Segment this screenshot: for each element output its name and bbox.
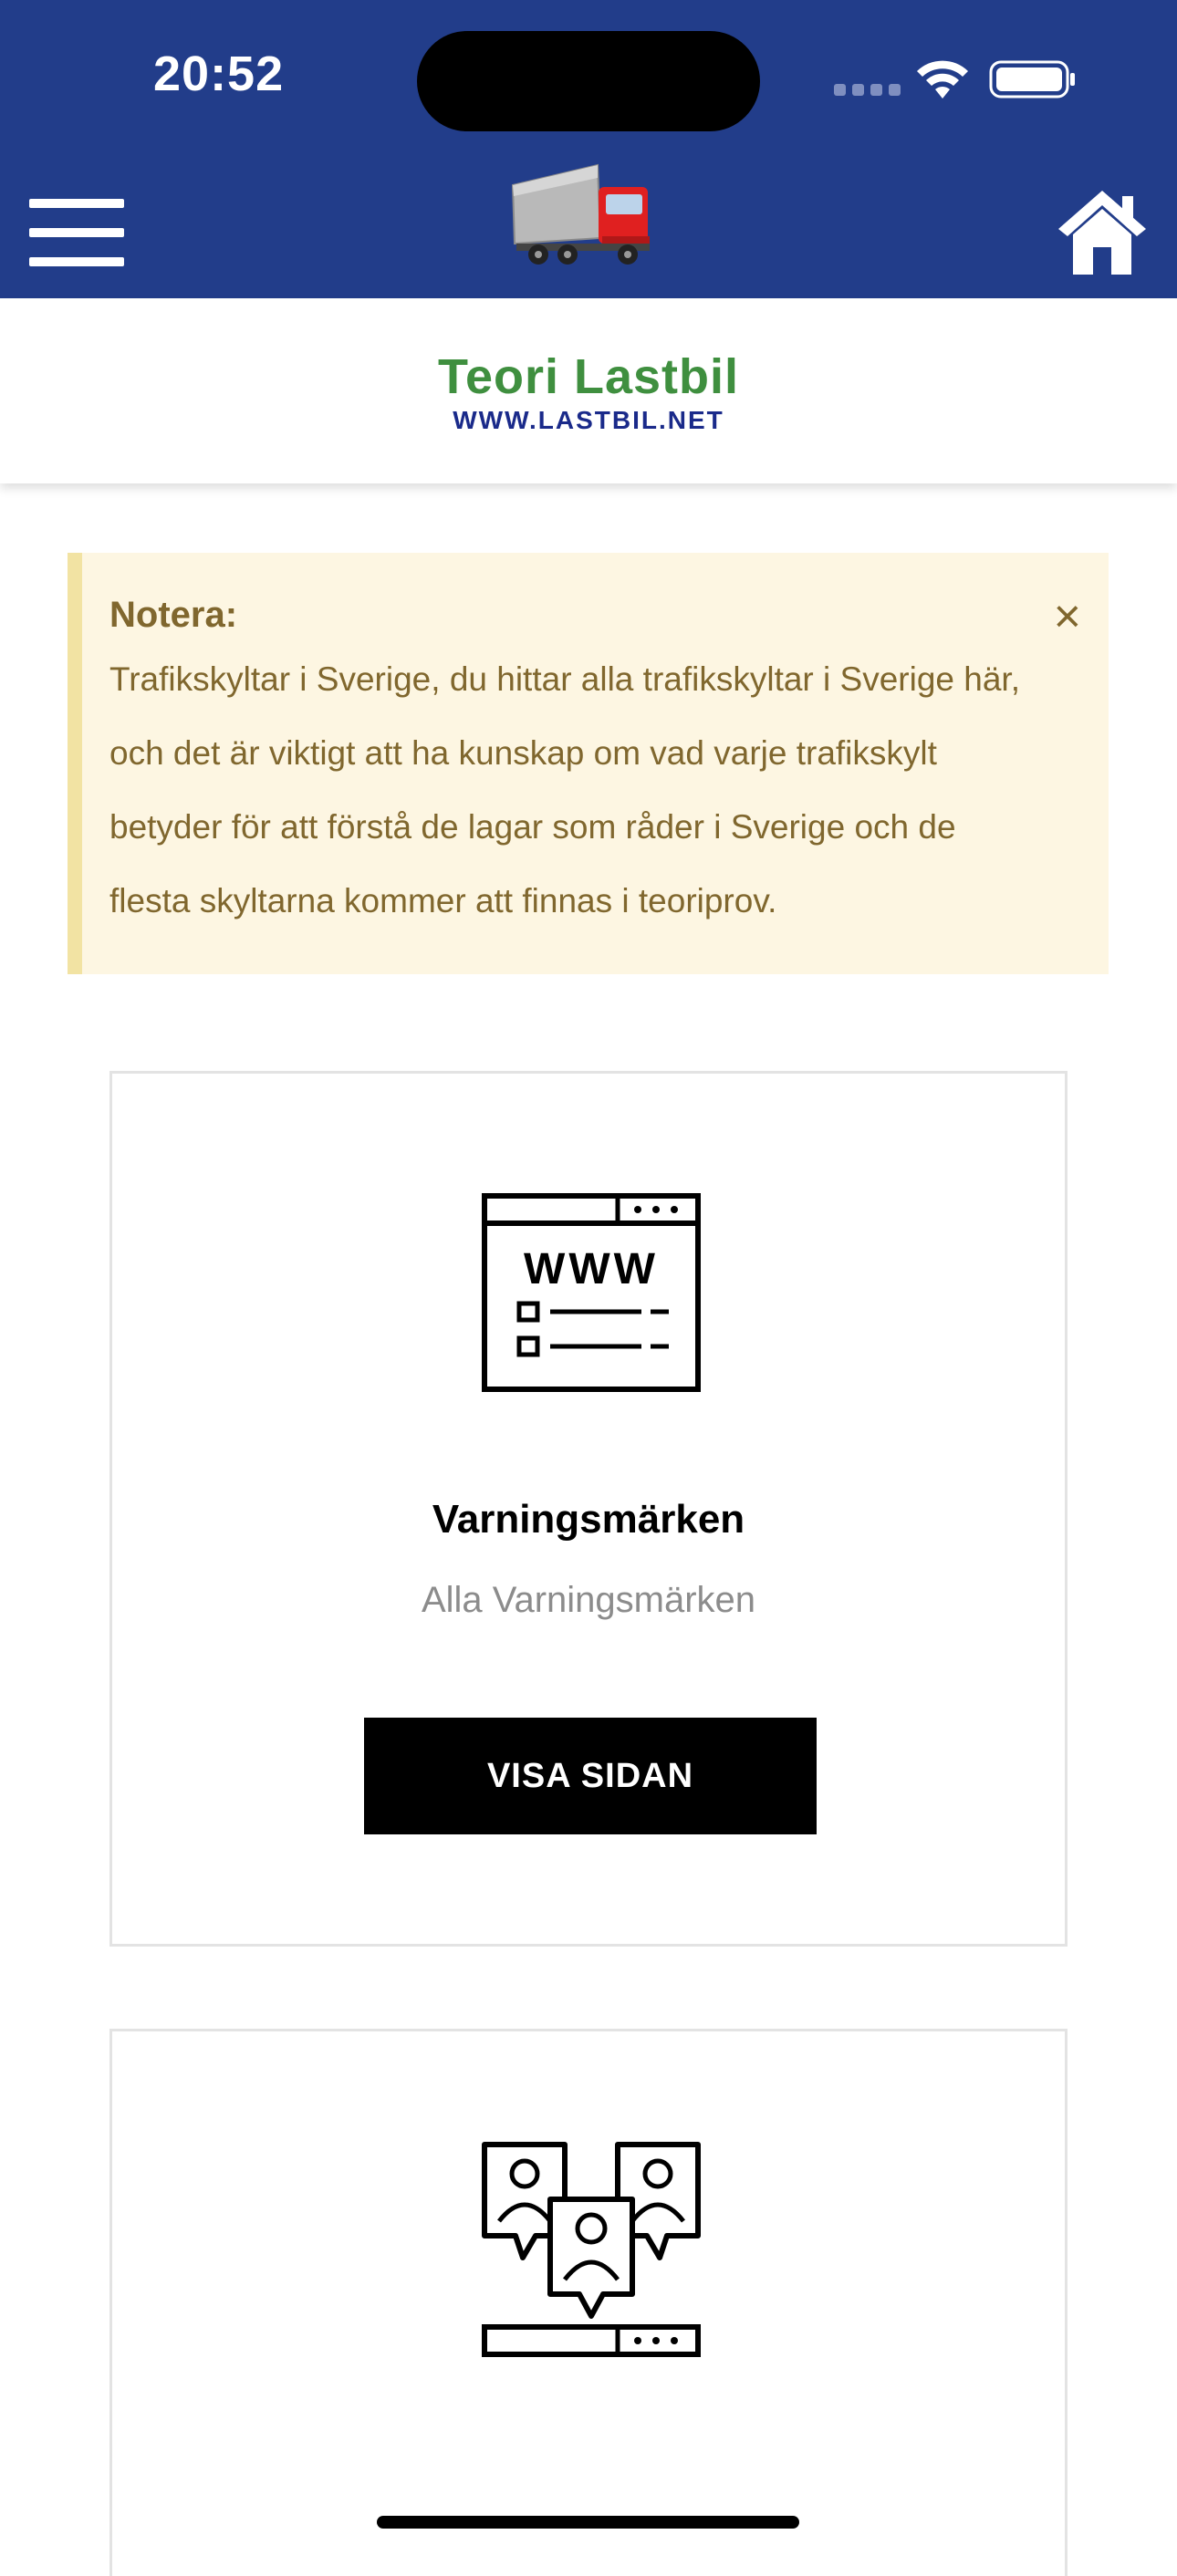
notice-text: [109, 642, 1072, 938]
truck-icon: [511, 160, 652, 267]
status-time: 20:52: [153, 47, 285, 101]
card-subtitle: Alla Varningsmärken: [421, 1580, 756, 1620]
cellular-signal-icon: [834, 84, 907, 100]
wifi-icon: [915, 57, 970, 102]
notice-line: Trafikskyltar i Sverige, du hittar alla trafikskyltar i Sverige här,: [109, 660, 1020, 698]
notice-alert: [68, 553, 1109, 974]
top-header: [0, 0, 1177, 298]
visa-sidan-button[interactable]: VISA SIDAN: [364, 1718, 817, 1834]
battery-icon: [989, 60, 1077, 99]
home-indicator: [377, 2516, 799, 2529]
category-card: [109, 2029, 1068, 2576]
web-page-icon: [481, 1192, 702, 1393]
notice-line: flesta skyltarna kommer att finnas i teoriprov.: [109, 882, 777, 919]
notice-title: Notera:: [109, 595, 238, 635]
users-network-icon: [481, 2141, 702, 2360]
svg-text:WWW: WWW: [524, 1245, 659, 1293]
category-card: [109, 1071, 1068, 1947]
notice-line: betyder för att förstå de lagar som råder i Sverige och de: [109, 808, 956, 846]
logo-url: WWW.LASTBIL.NET: [453, 406, 724, 434]
logo-title[interactable]: Teori Lastbil: [437, 349, 740, 404]
notice-line: och det är viktigt att ha kunskap om vad varje trafikskylt: [109, 734, 937, 772]
close-icon[interactable]: ×: [1053, 590, 1081, 643]
menu-button[interactable]: [29, 199, 124, 266]
dynamic-island: [417, 31, 760, 131]
card-title: Varningsmärken: [432, 1497, 745, 1542]
home-icon[interactable]: [1057, 187, 1148, 276]
site-logo-bar: [0, 298, 1177, 483]
